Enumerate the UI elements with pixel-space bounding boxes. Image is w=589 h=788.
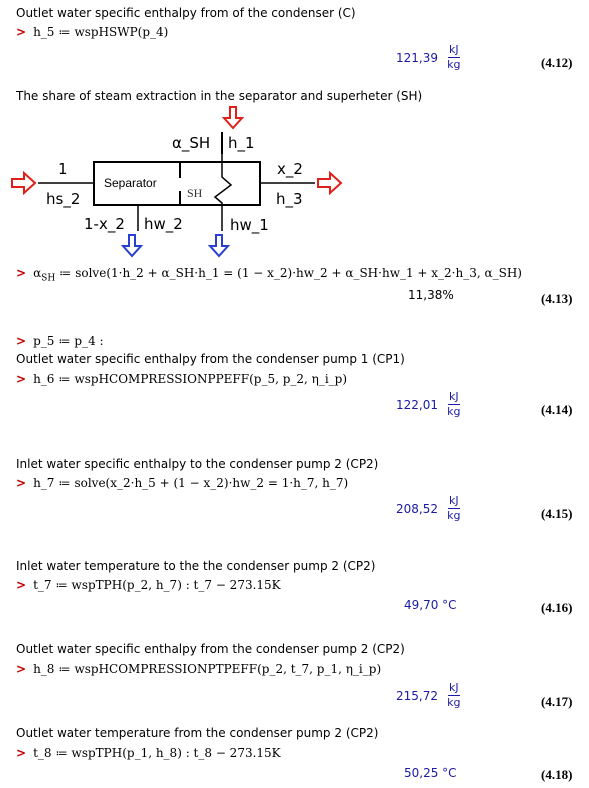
command-line[interactable]	[16, 476, 348, 490]
command-line[interactable]	[16, 746, 281, 760]
command-text: h_5 ≔ wspHSWP(p_4)	[33, 25, 169, 39]
prompt-symbol: >	[16, 476, 27, 490]
arrow-red-top-icon	[224, 107, 242, 128]
command-line[interactable]	[16, 334, 104, 348]
command-line[interactable]	[16, 578, 281, 592]
diagram-top-label: α_SH	[172, 134, 211, 152]
diagram-divider	[221, 132, 223, 154]
section-label: Outlet water specific enthalpy from of the condenser (C)	[16, 6, 356, 20]
command-prefix: α	[33, 266, 42, 280]
command-line[interactable]	[16, 266, 522, 283]
arrow-red-left-icon	[12, 173, 35, 193]
diagram-bottom-right: hw_1	[230, 216, 269, 234]
arrow-blue-left-icon	[123, 235, 141, 256]
equation-number: (4.17)	[541, 694, 573, 709]
result-value: 11,38%	[408, 288, 454, 302]
prompt-symbol: >	[16, 25, 27, 39]
command-line[interactable]	[16, 662, 381, 676]
command-text: h_7 ≔ solve(x_2·h_5 + (1 − x_2)·hw_2 = 1·h_7, h_7)	[33, 476, 349, 490]
result-output	[396, 495, 460, 522]
diagram-sh-label: SH	[187, 186, 203, 200]
command-line[interactable]	[16, 25, 168, 39]
diagram-bottom-left: 1-x_2	[84, 215, 125, 233]
diagram-left-den: hs_2	[46, 190, 81, 208]
prompt-symbol: >	[16, 372, 27, 386]
prompt-symbol: >	[16, 578, 27, 592]
prompt-symbol: >	[16, 266, 27, 280]
result-value: 215,72	[396, 689, 438, 703]
prompt-symbol: >	[16, 334, 27, 348]
prompt-symbol: >	[16, 662, 27, 676]
arrow-blue-right-icon	[210, 235, 228, 256]
diagram-bottom-mid: hw_2	[144, 215, 183, 233]
diagram-left-num: 1	[58, 160, 68, 178]
section-label: Outlet water specific enthalpy from the condenser pump 1 (CP1)	[16, 352, 405, 366]
equation-number: (4.18)	[541, 767, 573, 782]
result-output	[396, 391, 460, 418]
result-value: 122,01	[396, 398, 438, 412]
equation-number: (4.12)	[541, 55, 573, 70]
diagram-top-label-h1: h_1	[228, 134, 255, 152]
prompt-symbol: >	[16, 746, 27, 760]
unit-fraction: $\frac{kJ}{kg}$	[447, 494, 461, 522]
section-label: Outlet water specific enthalpy from the condenser pump 2 (CP2)	[16, 642, 405, 656]
command-text: p_5 ≔ p_4 :	[33, 334, 104, 348]
result-value: 49,70 °C	[404, 598, 457, 612]
unit-fraction: $\frac{kJ}{kg}$	[447, 390, 461, 418]
equation-number: (4.13)	[541, 291, 573, 306]
result-value: 208,52	[396, 502, 438, 516]
command-text: ≔ solve(1·h_2 + α_SH·h_1 = (1 − x_2)·hw_2 + α_SH·hw_1 + x_2·h_3, α_SH)	[55, 266, 522, 280]
unit-fraction: $\frac{kJ}{kg}$	[447, 681, 461, 709]
section-label: Inlet water temperature to the the condenser pump 2 (CP2)	[16, 559, 376, 573]
command-text: h_8 ≔ wspHCOMPRESSIONPTPEFF(p_2, t_7, p_1, η_i_p)	[33, 662, 382, 676]
arrow-red-right-icon	[318, 173, 341, 193]
separator-superheater-diagram	[10, 105, 370, 265]
result-output	[396, 682, 460, 709]
section-label: The share of steam extraction in the separator and superheter (SH)	[16, 89, 423, 103]
equation-number: (4.15)	[541, 506, 573, 521]
equation-number: (4.14)	[541, 402, 573, 417]
result-output	[396, 44, 460, 71]
unit-fraction: $\frac{kJ}{kg}$	[447, 43, 461, 71]
diagram-right-num: x_2	[277, 160, 303, 178]
command-text: h_6 ≔ wspHCOMPRESSIONPPEFF(p_5, p_2, η_i_p)	[33, 372, 348, 386]
command-text: t_8 ≔ wspTPH(p_1, h_8) : t_8 − 273.15K	[33, 746, 281, 760]
section-label: Outlet water temperature from the condenser pump 2 (CP2)	[16, 726, 379, 740]
command-subscript: SH	[41, 273, 56, 284]
diagram-separator-label: Separator	[104, 176, 157, 190]
section-label: Inlet water specific enthalpy to the condenser pump 2 (CP2)	[16, 457, 379, 471]
result-value: 50,25 °C	[404, 766, 457, 780]
diagram-right-den: h_3	[276, 190, 303, 208]
command-line[interactable]	[16, 372, 347, 386]
command-text: t_7 ≔ wspTPH(p_2, h_7) : t_7 − 273.15K	[33, 578, 281, 592]
result-value: 121,39	[396, 51, 438, 65]
equation-number: (4.16)	[541, 600, 573, 615]
